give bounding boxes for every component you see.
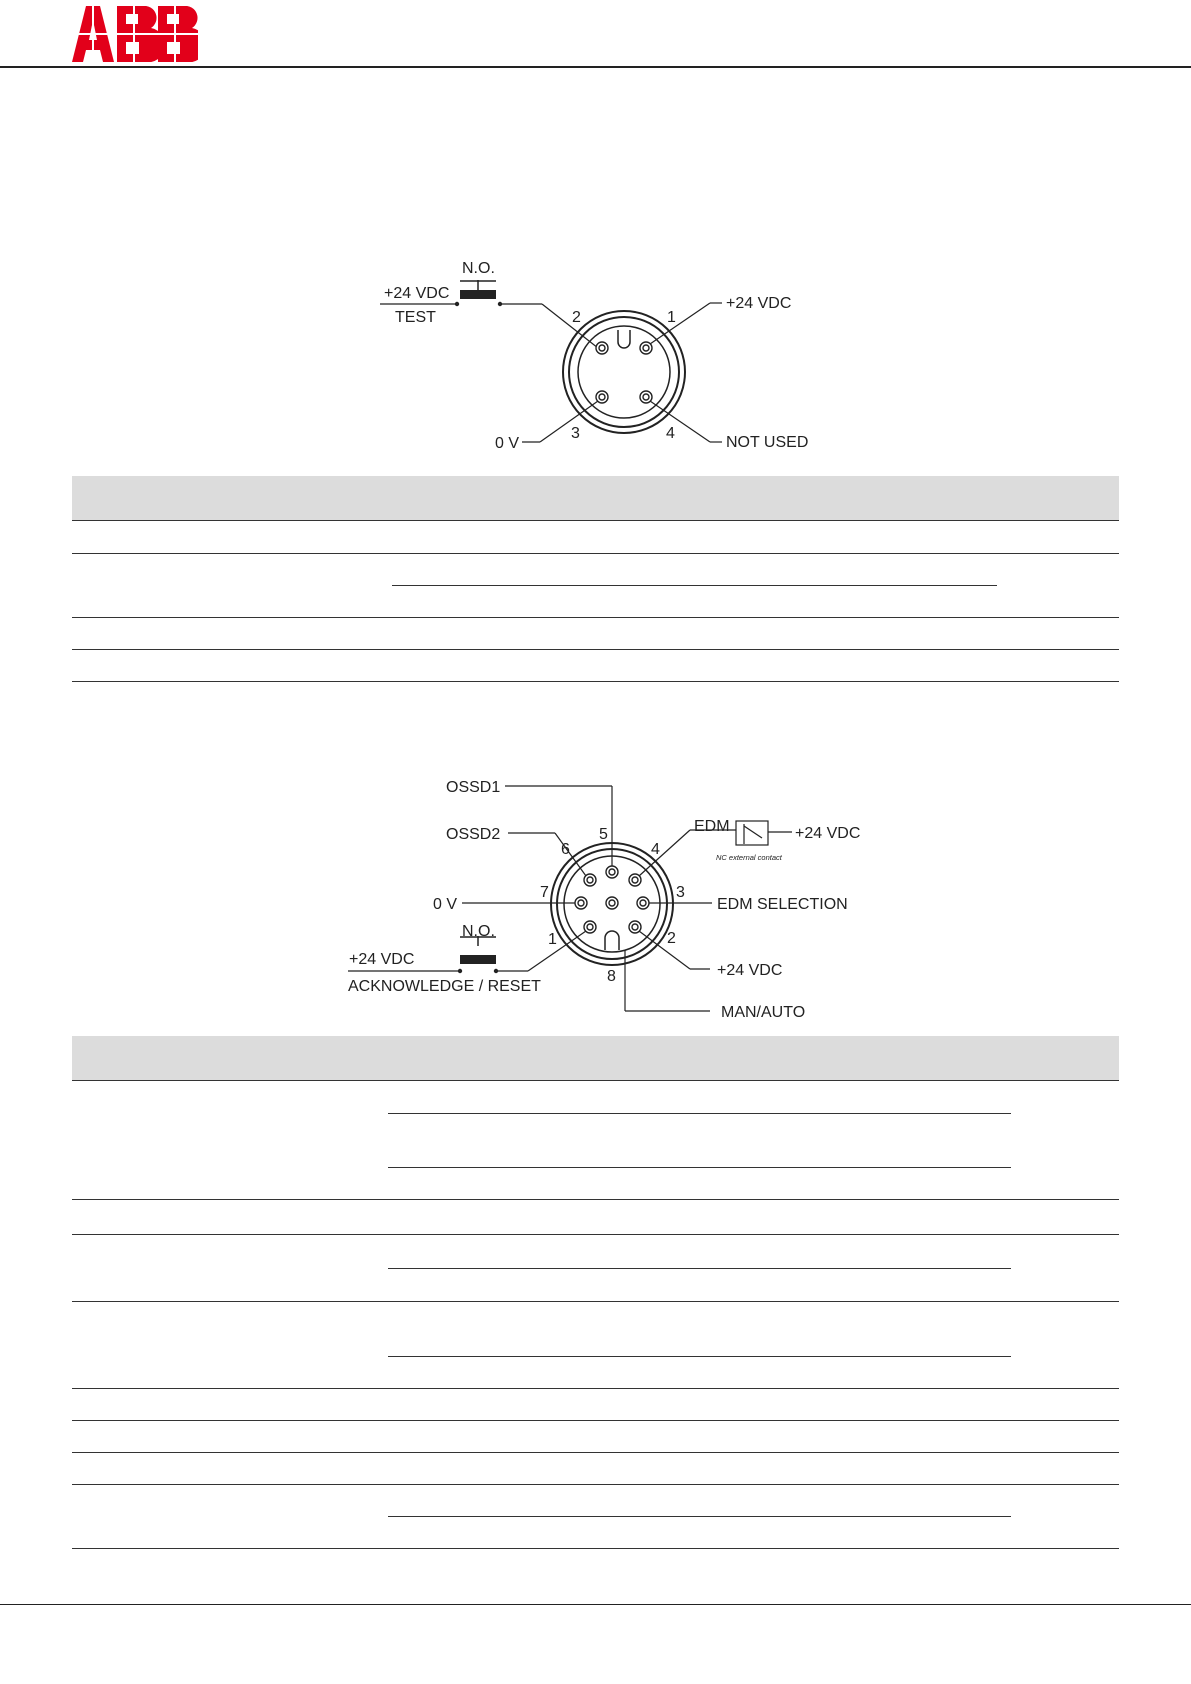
- pin-number-7: 7: [540, 884, 549, 901]
- switch-actuator: [460, 290, 496, 299]
- table-header: [72, 1036, 1119, 1081]
- switch-label: N.O.: [462, 260, 495, 277]
- pin-number-1: 1: [667, 309, 676, 326]
- pin-number-1: 1: [548, 931, 557, 948]
- table-row-divider: [72, 553, 1119, 554]
- footer-rule: [0, 1604, 1191, 1605]
- pin1-label: +24 VDC: [726, 295, 792, 312]
- table-row-divider: [72, 681, 1119, 682]
- pin-number-4: 4: [651, 841, 660, 858]
- table-row-divider: [72, 617, 1119, 618]
- connector-8pin-diagram: [340, 770, 880, 1020]
- table-row-divider: [72, 1301, 1119, 1302]
- page-header: [0, 0, 1191, 70]
- ossd2-label: OSSD2: [446, 826, 501, 843]
- table-row-divider: [72, 1420, 1119, 1421]
- table-row-divider: [72, 1234, 1119, 1235]
- table-row-divider: [72, 1199, 1119, 1200]
- pin-table-4pin: [72, 476, 1119, 682]
- ack-reset-label: ACKNOWLEDGE / RESET: [348, 978, 541, 995]
- table-subrow-divider: [388, 1113, 1011, 1114]
- man-auto-label: MAN/AUTO: [721, 1004, 806, 1020]
- pin2-supply-label: +24 VDC: [717, 962, 783, 979]
- pin-number-6: 6: [561, 841, 570, 858]
- pin3-label: 0 V: [495, 435, 520, 452]
- table-subrow-divider: [388, 1516, 1011, 1517]
- edm-label: EDM: [694, 818, 730, 835]
- pin-number-2: 2: [667, 930, 676, 947]
- pin-table-8pin: [72, 1036, 1119, 1551]
- zero-v-label: 0 V: [433, 896, 458, 913]
- pin-number-4: 4: [666, 425, 675, 442]
- pin-number-2: 2: [572, 309, 581, 326]
- pin-number-5: 5: [599, 826, 608, 843]
- table-row-divider: [72, 1548, 1119, 1549]
- table-row-divider: [72, 649, 1119, 650]
- switch-actuator: [460, 955, 496, 964]
- abb-logo: [72, 6, 198, 62]
- left-supply-label: +24 VDC: [349, 951, 415, 968]
- switch-label: N.O.: [462, 923, 495, 940]
- edm-contact-box: [736, 821, 768, 845]
- ossd1-label: OSSD1: [446, 779, 501, 796]
- table-row-divider: [72, 1484, 1119, 1485]
- edm-selection-label: EDM SELECTION: [717, 896, 848, 913]
- pin-number-3: 3: [571, 425, 580, 442]
- table-subrow-divider: [388, 1356, 1011, 1357]
- table-header: [72, 476, 1119, 521]
- table-subrow-divider: [392, 585, 997, 586]
- table-row-divider: [72, 1452, 1119, 1453]
- table-row-divider: [72, 1388, 1119, 1389]
- edm-supply-label: +24 VDC: [795, 825, 861, 842]
- header-rule: [0, 66, 1191, 68]
- pin4-label: NOT USED: [726, 434, 809, 451]
- table-subrow-divider: [388, 1268, 1011, 1269]
- left-supply-label: +24 VDC: [384, 285, 450, 302]
- left-function-label: TEST: [395, 309, 436, 326]
- edm-note: NC external contact: [716, 853, 782, 862]
- pin-number-8: 8: [607, 968, 616, 985]
- pin-number-3: 3: [676, 884, 685, 901]
- connector-4pin-diagram: [370, 250, 830, 460]
- table-subrow-divider: [388, 1167, 1011, 1168]
